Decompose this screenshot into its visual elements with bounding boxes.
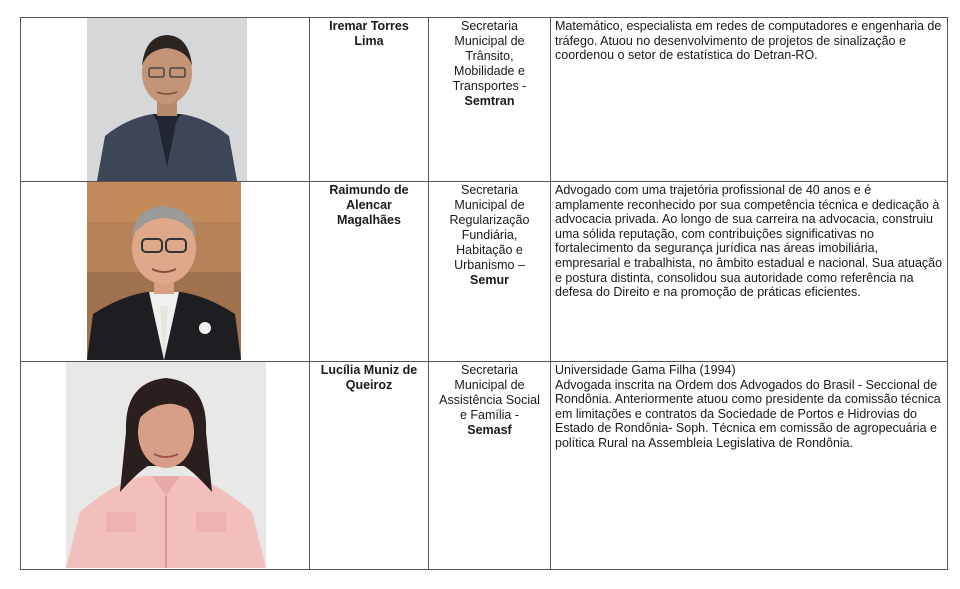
department-abbr: Semasf: [467, 423, 512, 437]
department-name: Secretaria Municipal de Regularização Fundiária, Habitação e Urbanismo –: [449, 183, 530, 272]
portrait-photo: [66, 362, 266, 568]
department: [429, 182, 550, 288]
portrait-photo: [87, 182, 241, 360]
department-name: Secretaria Municipal de Assistência Social e Família -: [439, 363, 540, 422]
biography-line: Advogada inscrita na Ordem dos Advogados do Brasil - Seccional de Rondônia. Anteriormente atuou como presidente da comissão técnica em limitações e contratos da Sociedade de Portos e Hidrovias do Estado de Rondônia- Soph. Técnica em comissão de agropecuária e política Rural na Assembleia Legislativa de Rondônia.: [555, 377, 941, 450]
table-row: [21, 362, 948, 570]
table-row: [21, 18, 948, 182]
photo-cell: [21, 182, 310, 362]
photo-cell: [21, 362, 310, 570]
department-abbr: Semur: [470, 273, 509, 287]
department-name: Secretaria Municipal de Trânsito, Mobilidade e Transportes -: [452, 19, 527, 93]
department: [429, 362, 550, 438]
biography-line: Universidade Gama Filha (1994): [555, 363, 736, 377]
appointments-table: [20, 17, 948, 570]
biography: Advogado com uma trajetória profissional de 40 anos e é amplamente reconhecido por sua competência técnica e dedicação à advocacia privada. Ao longo de sua carreira na advocacia, construiu uma sólida reputação, com contribuições significativas no fortalecimento da segurança jurídica nas áreas imobiliária, empresarial e trabalhista, no âmbito estadual e nacional. Sua atuação e postura distinta, consolidou sua autoridade como referência na defesa do Direito e na promoção de práticas eficientes.: [555, 183, 943, 300]
person-name: Lucília Muniz de Queiroz: [320, 363, 418, 392]
biography: Matemático, especialista em redes de computadores e engenharia de tráfego. Atuou no desenvolvimento de projetos de sinalização e coordenou o setor de estatística do Detran-RO.: [555, 19, 942, 63]
table-row: [21, 182, 948, 362]
portrait-photo: [87, 18, 247, 181]
person-name: Raimundo de Alencar Magalhães: [329, 183, 409, 227]
department: [429, 18, 550, 109]
department-abbr: Semtran: [464, 94, 515, 108]
photo-cell: [21, 18, 310, 182]
biography: [551, 362, 947, 451]
person-name: Iremar Torres Lima: [329, 19, 409, 48]
